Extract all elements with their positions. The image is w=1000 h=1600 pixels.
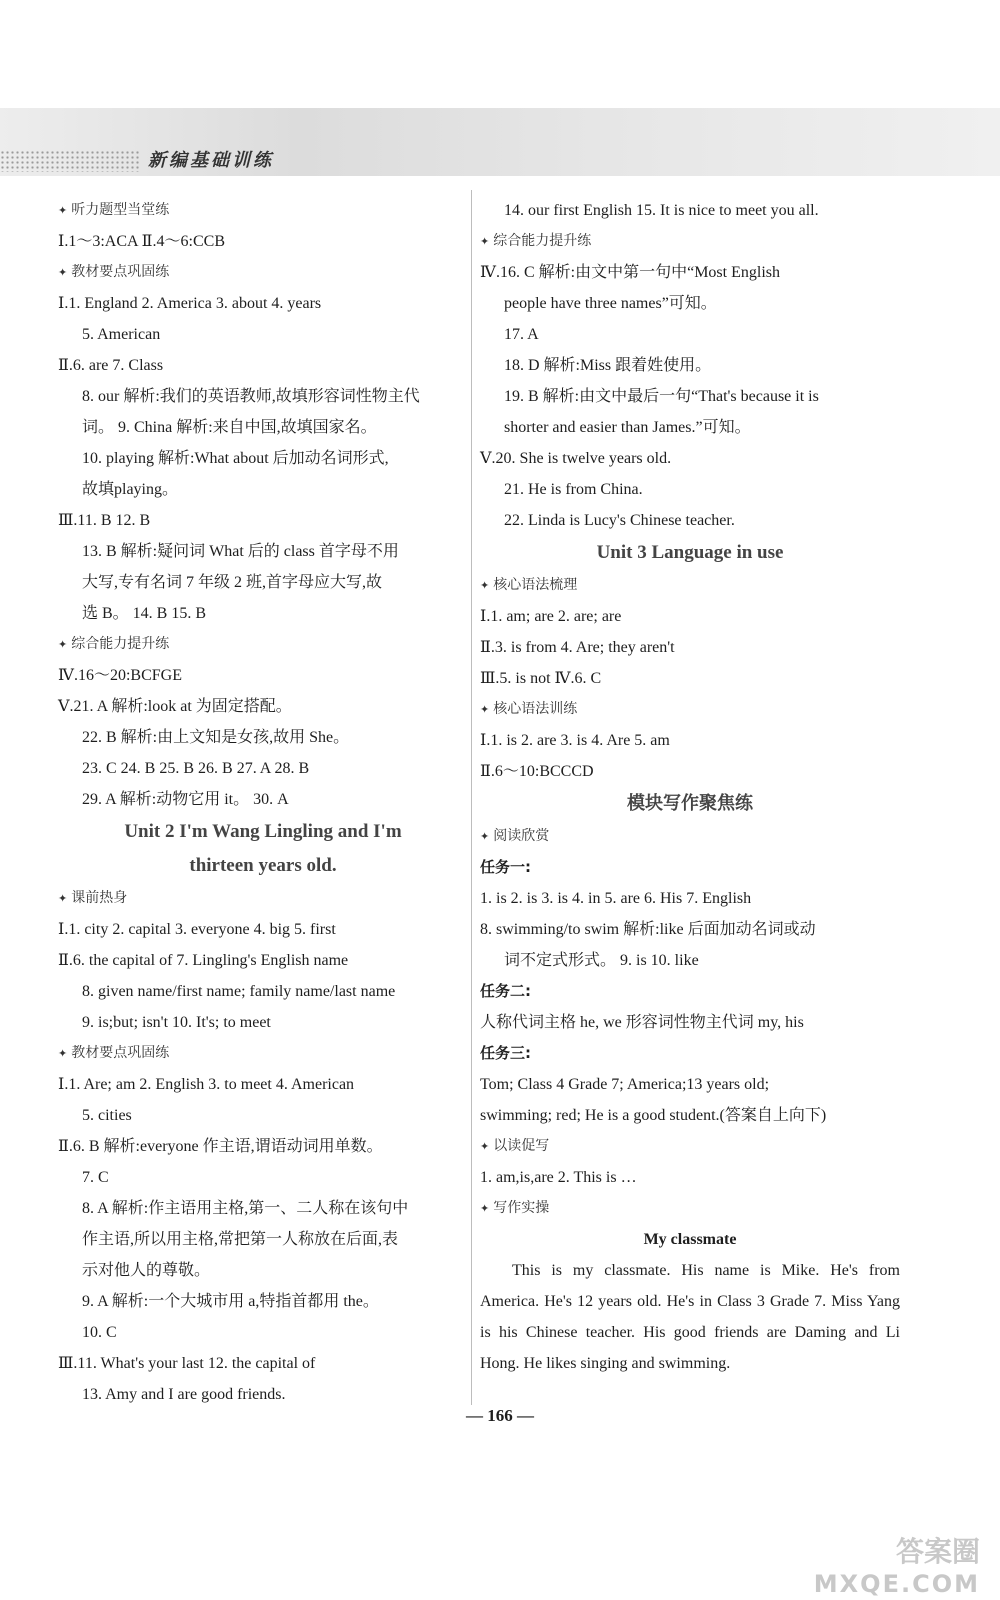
unit-heading: thirteen years old. xyxy=(189,855,337,876)
watermark xyxy=(814,1530,980,1598)
answer-line: Ⅴ.21. A 解析:look at 为固定搭配。 xyxy=(58,698,292,715)
answer-line-indented: 9. A 解析:一个大城市用 a,特指首都用 the。 xyxy=(82,1293,379,1310)
answer-line-indented: 9. is;but; isn't 10. It's; to meet xyxy=(82,1014,271,1031)
answer-line: Ⅳ.16. C 解析:由文中第一句中“Most English xyxy=(480,264,780,281)
answer-line-indented: 7. C xyxy=(82,1169,109,1186)
answer-line-indented: 8. A 解析:作主语用主格,第一、二人称在该句中 xyxy=(82,1200,409,1217)
answer-line-indented: 8. our 解析:我们的英语教师,故填形容词性物主代 xyxy=(82,388,420,405)
answer-line-indented: 22. B 解析:由上文知是女孩,故用 She。 xyxy=(82,729,350,746)
essay-title: My classmate xyxy=(643,1231,737,1248)
answer-line-indented: 大写,专有名词 7 年级 2 班,首字母应大写,故 xyxy=(82,574,383,591)
section-heading: ✦ 核心语法训练 xyxy=(480,694,900,725)
task-label: 任务一: xyxy=(480,858,531,876)
section-heading: ✦ 阅读欣赏 xyxy=(480,821,900,852)
page-number: — 166 — xyxy=(466,1406,534,1425)
answer-line-indented: 故填playing。 xyxy=(82,481,178,498)
section-heading: ✦ 以读促写 xyxy=(480,1131,900,1162)
essay-paragraph: This is my classmate. His name is Mike. He's from America. He's 12 years old. He's in Class 3 Grade 7. Miss Yang is his Chinese teacher. His good friends are Daming and Li Hong. He likes singing and swimming. xyxy=(480,1262,900,1372)
task-label: 任务二: xyxy=(480,982,531,1000)
answer-line: 人称代词主格 he, we 形容词性物主代词 my, his xyxy=(480,1014,804,1031)
section-heading: ✦ 核心语法梳理 xyxy=(480,570,900,601)
section-heading: ✦ 听力题型当堂练 xyxy=(58,195,468,226)
answer-line: 1. am,is,are 2. This is … xyxy=(480,1169,637,1186)
answer-line: Ⅱ.6～10:BCCCD xyxy=(480,763,594,780)
answer-line-indented: shorter and easier than James.”可知。 xyxy=(504,419,751,436)
answer-line: Ⅱ.6. are 7. Class xyxy=(58,357,164,374)
answer-line-indented: people have three names”可知。 xyxy=(504,295,717,312)
unit-heading: Unit 3 Language in use xyxy=(596,542,784,563)
section-heading: ✦ 写作实操 xyxy=(480,1193,900,1224)
section-heading: ✦ 教材要点巩固练 xyxy=(58,257,468,288)
answer-line-indented: 5. cities xyxy=(82,1107,132,1124)
section-heading: ✦ 综合能力提升练 xyxy=(480,226,900,257)
section-heading: ✦ 教材要点巩固练 xyxy=(58,1038,468,1069)
answer-line-indented: 5. American xyxy=(82,326,161,343)
answer-line: Ⅲ.11. B 12. B xyxy=(58,512,151,529)
answer-line-indented: 23. C 24. B 25. B 26. B 27. A 28. B xyxy=(82,760,310,777)
answer-line-indented: 19. B 解析:由文中最后一句“That's because it is xyxy=(504,388,819,405)
answer-line-indented: 22. Linda is Lucy's Chinese teacher. xyxy=(504,512,735,529)
answer-line: Ⅲ.11. What's your last 12. the capital of xyxy=(58,1355,316,1372)
answer-line-indented: 13. Amy and I are good friends. xyxy=(82,1386,286,1403)
answer-line-indented: 选 B。 14. B 15. B xyxy=(82,605,207,622)
right-column xyxy=(480,195,900,1379)
answer-line-indented: 词不定式形式。 9. is 10. like xyxy=(504,952,699,969)
answer-line: Ⅰ.1. city 2. capital 3. everyone 4. big 5. first xyxy=(58,921,336,938)
module-heading: 模块写作聚焦练 xyxy=(627,793,753,814)
answer-line-indented: 词。 9. China 解析:来自中国,故填国家名。 xyxy=(82,419,377,436)
answer-line: Ⅲ.5. is not Ⅳ.6. C xyxy=(480,670,602,687)
section-heading: ✦ 课前热身 xyxy=(58,883,468,914)
watermark-logo-text: 答案圈 xyxy=(895,1535,980,1568)
answer-line: 1. is 2. is 3. is 4. in 5. are 6. His 7. English xyxy=(480,890,752,907)
answer-line: Tom; Class 4 Grade 7; America;13 years old; xyxy=(480,1076,770,1093)
answer-line: Ⅰ.1～3:ACA Ⅱ.4～6:CCB xyxy=(58,233,226,250)
answer-line-indented: 21. He is from China. xyxy=(504,481,643,498)
header-dot-pattern xyxy=(0,150,140,172)
answer-line: Ⅰ.1. is 2. are 3. is 4. Are 5. am xyxy=(480,732,670,749)
answer-line-indented: 10. C xyxy=(82,1324,117,1341)
answer-line-indented: 18. D 解析:Miss 跟着姓使用。 xyxy=(504,357,712,374)
answer-line-indented: 13. B 解析:疑问词 What 后的 class 首字母不用 xyxy=(82,543,399,560)
answer-line: Ⅱ.6. B 解析:everyone 作主语,谓语动词用单数。 xyxy=(58,1138,383,1155)
column-divider xyxy=(471,190,472,1405)
answer-line-indented: 17. A xyxy=(504,326,539,343)
answer-line-indented: 29. A 解析:动物它用 it。 30. A xyxy=(82,791,289,808)
answer-line-indented: 14. our first English 15. It is nice to meet you all. xyxy=(504,202,819,219)
answer-line-indented: 示对他人的尊敬。 xyxy=(82,1262,211,1279)
answer-line-indented: 作主语,所以用主格,常把第一人称放在后面,表 xyxy=(82,1231,399,1248)
answer-line: swimming; red; He is a good student.(答案自上向下) xyxy=(480,1107,827,1124)
answer-line: Ⅰ.1. England 2. America 3. about 4. years xyxy=(58,295,322,312)
answer-line: Ⅱ.3. is from 4. Are; they aren't xyxy=(480,639,675,656)
section-heading: ✦ 综合能力提升练 xyxy=(58,629,468,660)
watermark-url: MXQE.COM xyxy=(813,1570,980,1598)
answer-line: Ⅰ.1. am; are 2. are; are xyxy=(480,608,622,625)
answer-line: 8. swimming/to swim 解析:like 后面加动名词或动 xyxy=(480,921,816,938)
left-column xyxy=(58,195,468,1410)
answer-line-indented: 10. playing 解析:What about 后加动名词形式, xyxy=(82,450,389,467)
answer-line-indented: 8. given name/first name; family name/last name xyxy=(82,983,396,1000)
answer-line: Ⅳ.16～20:BCFGE xyxy=(58,667,183,684)
answer-line: Ⅴ.20. She is twelve years old. xyxy=(480,450,672,467)
unit-heading: Unit 2 I'm Wang Lingling and I'm xyxy=(124,821,402,842)
header-title: 新编基础训练 xyxy=(148,150,274,171)
answer-line: Ⅰ.1. Are; am 2. English 3. to meet 4. American xyxy=(58,1076,355,1093)
answer-line: Ⅱ.6. the capital of 7. Lingling's English name xyxy=(58,952,349,969)
task-label: 任务三: xyxy=(480,1044,531,1062)
